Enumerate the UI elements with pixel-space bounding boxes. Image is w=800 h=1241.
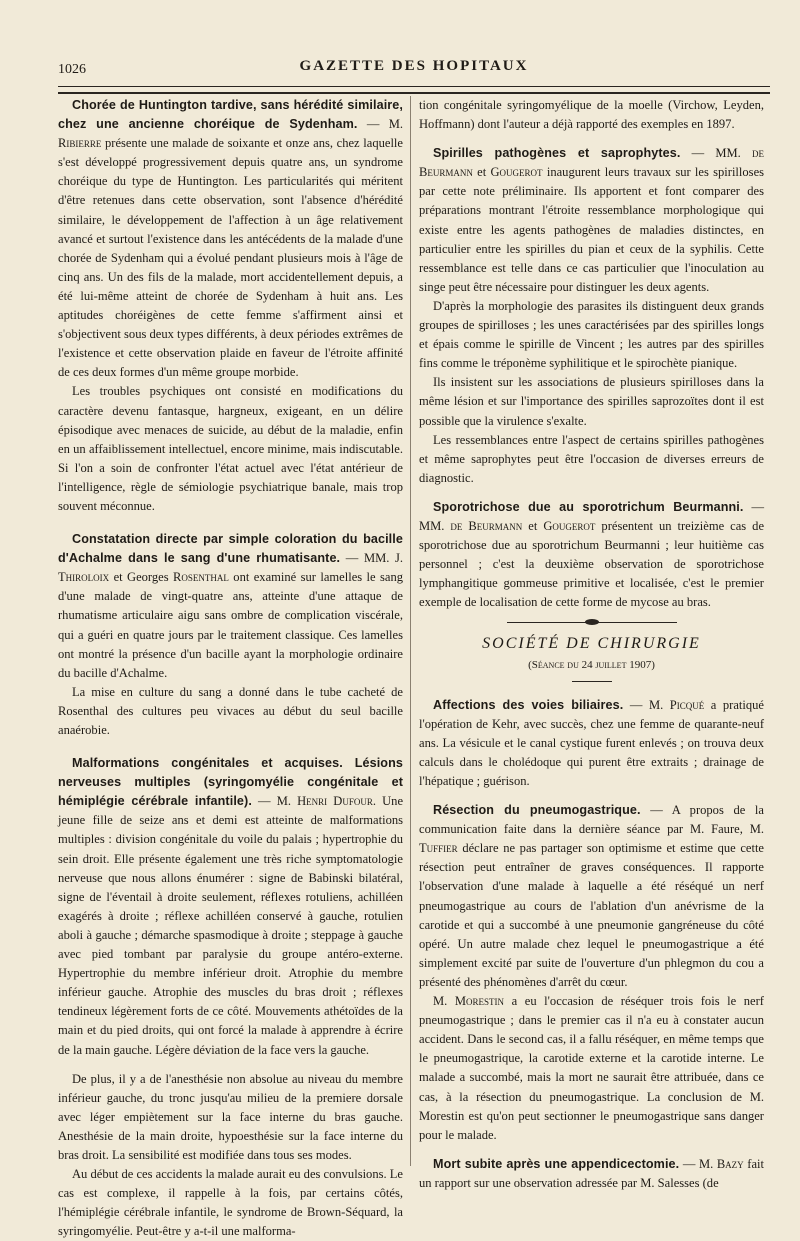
paragraph: D'après la morphologie des parasites ils distinguent deux grands groupes de spirilloses ; les unes caractérisées par des spirilles longs et épais comme le spirille de Vincent ; les autres par des spirilles fins comme le tréponème syphilitique et le spirochète pianique. — [419, 298, 764, 371]
article-title: Résection du pneumogastrique. — [433, 803, 641, 818]
article-body: Une jeune fille de seize ans et demi est atteinte de malformations multiples : division congénitale du voile du palais ; hypertrophie du sein droit. Elle présente également une très riche symptomatologie nerveuse que nous allons énumérer : signe de Babinski bilatéral, signe de l'éventail à droite seulement, réflexes rotuliens, achilléen exagérés à droite ; réflexe achilléen conservé à gauche, rotulien aboli à gauche ; démarche spasmodique à droite ; steppage à gauche avec pied tombant par paralysie du groupe antéro-externe. Hypertrophie du membre inférieur droit. Atrophie du membre inférieur gauche. Atrophie des muscles du bras droit ; réflexes tendineux légèrement forts de ce côté. Mouvements athétoïdes de la main et du pied droits, qui ont forcé la malade à apprendre à écrire de la main gauche. Légère déviation de la face vers la gauche. — [58, 794, 404, 1057]
journal-title: GAZETTE DES HOPITAUX — [299, 58, 529, 74]
article-author: M. Picqué — [648, 697, 705, 712]
article-body: a pratiqué l'opération de Kehr, avec succès, chez une femme de quarante-neuf ans. La vésicule et le canal cystique furent enlevés ; on trouva deux calculs dans le cholédoque qui purent être extraits ; drainage de l'hépatique ; guérison. — [419, 697, 764, 788]
article-body: inaugurent leurs travaux sur les spirilloses par cette note préliminaire. Ils apportent et font comparer des préparations montrant l'étroite ressemblance morphologique qui existe entre les agents pathogènes de maladies distinctes, en particulier entre les spirilles du pian et ceux de la syphilis. Cette ressemblance est telle dans ce cas particulier que l'inoculation au singe peut être nécessaire pour distinguer les deux agents. — [419, 165, 765, 294]
header-rule — [58, 86, 770, 94]
continuation-paragraph: tion congénitale syringomyélique de la moelle (Virchow, Leyden, Hoffmann) dont l'auteur a déjà rapporté des exemples en 1897. — [419, 98, 764, 132]
section-rule — [572, 681, 612, 682]
article-body: présente une malade de soixante et onze ans, chez laquelle s'est développé progressivement depuis quatre ans, un syndrome choréique du type de Huntington. Les particularités qui méritent d'être retenues dans cette observation, sont l'absence d'hérédité similaire, le développement de l'affection à un âge relativement avancé et surtout l'existence dans les antécédents de la malade d'une chorée de Sydenham qui a évolué pendant plusieurs mois à l'âge de cinq ans. Un des fils de la malade, mort accidentellement depuis, a été lui-même atteint de chorée de Sydenham à huit ans. Les aptitudes choréigènes de cette femme s'affirment ainsi et s'objectivent sous deux types différents, à deux périodes extrêmes de l'existence et cette observation plaide en faveur de l'étroite affinité de ces deux formes d'un même groupe morbide. — [58, 136, 403, 380]
article-mort-subite: Mort subite après une appendicectomie. — M. Bazy fait un rapport sur une observation adressée par M. Salesses (de — [419, 1156, 764, 1190]
article-body: fait un rapport sur une observation adressée par M. Salesses (de — [419, 1156, 764, 1190]
article-author: MM. de Beurmann — [419, 518, 523, 533]
article-huntington: Chorée de Huntington tardive, sans hérédité similaire, chez une ancienne choréique de Sydenham. — M. Ribierre présente une malade de soixante et onze ans, chez laquelle s'est développé progressivement depuis quatre ans, un syndrome choréique du type de Huntington. Les particularités qui méritent d'être retenues dans cette observation, sont l'absence d'hérédité similaire, le développement de l'affection à un âge relativement avancé et surtout l'existence dans les antécédents de la malade d'une chorée de Sydenham qui a évolué pendant plusieurs mois à l'âge de cinq ans. Un des fils de la malade, mort accidentellement depuis, a été lui-même atteint de chorée de Sydenham à huit ans. Les aptitudes choréigènes de cette femme s'affirment ainsi et s'objectivent sous deux types différents, à deux périodes extrêmes de l'existence et cette observation plaide en faveur de l'étroite affinité de ces deux formes d'un même groupe morbide. — [58, 98, 403, 380]
section-date: (Séance du 24 juillet 1907) — [528, 658, 655, 671]
paragraph: La mise en culture du sang a donné dans le tube cacheté de Rosenthal des cultures peu vivaces au début du seul bacille anaérobie. — [58, 684, 403, 737]
paragraph: Les ressemblances entre l'aspect de certains spirilles pathogènes et même saprophytes peut être l'occasion de diverses erreurs de diagnostic. — [419, 432, 764, 485]
article-title: Mort subite après une appendicectomie. — [433, 1156, 680, 1171]
article-body: ont examiné sur lamelles le sang d'une malade de vingt-quatre ans, atteinte d'une attaque de rhumatisme articulaire aigu sans ombre de complication viscérale, qui a guéri en quatre jours par le traitement classique. Ces lamelles ont montré la présence d'un bacille ayant la morphologie ordinaire du bacille d'Achalme. — [58, 570, 404, 680]
article-author: M. Ribierre — [58, 117, 403, 151]
article-title: Constatation directe par simple coloration du bacille d'Achalme dans le sang d'une rhumatisante. — [58, 532, 403, 566]
page-header — [58, 58, 770, 82]
article-malformations: Malformations congénitales et acquises. Lésions nerveuses multiples (syringomyélie congénitale et hémiplégie cérébrale infantile). — M. Henri Dufour. Une jeune fille de seize ans et demi est atteinte de malformations multiples : division congénitale du voile du palais ; hypertrophie du sein droit. Elle présente également une très riche symptomatologie nerveuse que nous allons énumérer : signe de Babinski bilatéral, signe de l'éventail à droite seulement, réflexes rotuliens, achilléen exagérés à droite ; réflexe achilléen conservé à gauche, rotulien aboli à gauche ; démarche spasmodique à droite ; steppage à gauche avec pied tombant par paralysie du groupe antéro-externe. Hypertrophie du membre inférieur droit. Atrophie du membre inférieur gauche. Atrophie des muscles du bras droit ; réflexes tendineux légèrement forts de ce côté. Mouvements athétoïdes de la main et du pied droits, qui ont forcé la malade à apprendre à écrire de la main gauche. Légère déviation de la face vers la gauche. — [58, 756, 404, 1057]
article-title: Sporotrichose due au sporotrichum Beurmanni. — [433, 499, 744, 514]
paragraph: De plus, il y a de l'anesthésie non absolue au niveau du membre inférieur gauche, du tronc jusqu'au milieu de la premiere dorsale avec léger empiètement sur la face interne du bras gauche. Anesthésie de la main droite, hypoesthésie sur la face interne du bras droit. La sensibilité est modifiée dans tous ses modes. — [58, 1071, 403, 1162]
article-body: présentent un treizième cas de sporotrichose due au sporotrichum Beurmanni ; leur huitième cas personnel ; c'est la deuxième observation de sporotrichose lymphangitique gommeuse primitive et localisée, c'est le premier exemple de localisation de cette forme de mycose au bras. — [419, 518, 765, 610]
article-author: MM. J. Thiroloix — [58, 551, 404, 585]
article-voies-biliaires: Affections des voies biliaires. — M. Picqué a pratiqué l'opération de Kehr, avec succès, chez une femme de quarante-neuf ans. La vésicule et le canal cystique furent enlevés ; on trouva deux calculs dans le cholédoque qui purent être extraits ; drainage de l'hépatique ; guérison. — [419, 697, 764, 788]
paragraph: Ils insistent sur les associations de plusieurs spirilloses dans la même lésion et sur l'importance des spirilles saprozoïtes dont il est possible que la virulence s'exalte. — [419, 375, 764, 428]
article-author: M. Bazy — [698, 1156, 744, 1171]
article-title: Affections des voies biliaires. — [433, 697, 624, 712]
ornament-dot — [585, 619, 599, 625]
article-title: Spirilles pathogènes et saprophytes. — [433, 146, 681, 161]
article-body: A propos de la communication faite dans la dernière séance par M. Faure, — [419, 803, 764, 837]
article-author: MM. de Beurmann — [419, 146, 764, 180]
column-divider — [410, 96, 411, 1166]
right-column — [419, 96, 764, 1193]
article-author-conj: et Georges — [113, 570, 169, 585]
article-author-conj: et — [528, 518, 538, 533]
paragraph: Au début de ces accidents la malade aurait eu des convulsions. Le cas est complexe, il rappelle à la fois, par certains côtés, l'hémiplégie cérébrale infantile, le syndrome de Brown-Séquard, la syringomyélie. Peut-être y a-t-il une malforma- — [58, 1167, 403, 1239]
paragraph — [419, 992, 764, 1145]
paragraph: Les troubles psychiques ont consisté en modifications du caractère devenu fantasque, hargneux, exigeant, en un délire épisodique avec menaces de suicide, au début de la maladie, enfin en un affaiblissement intellectuel, encore minime, mais indiscutable. Si l'on a soin de confronter l'état actuel avec l'état antérieur de l'intelligence, règle de sémiologie psychiatrique banale, mais trop souvent méconnue. — [58, 384, 403, 513]
article-title: Malformations congénitales et acquises. Lésions nerveuses multiples (syringomyélie congénitale et hémiplégie cérébrale infantile). — [58, 756, 403, 809]
section-ornament — [507, 618, 677, 628]
section-title: SOCIÉTÉ DE CHIRURGIE — [482, 635, 701, 653]
article-spirilles: Spirilles pathogènes et saprophytes. — MM. de Beurmann et Gougerot inaugurent leurs travaux sur les spirilloses par cette note préliminaire. Ils apportent et font comparer des préparations montrant l'étroite ressemblance morphologique qui existe entre les agents pathogènes de maladies distinctes, en particulier entre les spirilles du pian et ceux de la syphilis. Cette ressemblance est telle dans ce cas particulier que l'inoculation au singe peut être nécessaire pour distinguer les deux agents. — [419, 146, 765, 294]
page-number: 1026 — [58, 62, 86, 77]
article-title: Chorée de Huntington tardive, sans hérédité similaire, chez une ancienne choréique de Sydenham. — [58, 98, 403, 132]
article-author-conj: et — [477, 165, 487, 180]
article-author: M. Morestin — [433, 994, 505, 1009]
article-pneumogastrique: Résection du pneumogastrique. — A propos de la communication faite dans la dernière séance par M. Faure, M. Tuffier déclare ne pas partager son optimisme et estime que cette résection peut entraîner de graves conséquences. Il rapporte l'observation d'une malade à laquelle a été réséqué un nerf pneumogastrique au cours de l'ablation d'un anévrisme de la carotide et qui a succombé à une pneumonie gangréneuse du côté opéré. Un autre malade chez lequel le pneumogastrique a été simplement excité par suite de l'ouverture d'un phlegmon du cou a présenté des phénomènes d'arrêt du cœur. — [419, 803, 765, 989]
article-body: déclare ne pas partager son optimisme et estime que cette résection peut entraîner de graves conséquences. Il rapporte l'observation d'une malade à laquelle a été réséqué un nerf pneumogastrique au cours de l'ablation d'un anévrisme de la carotide et qui a succombé à une pneumonie gangréneuse du côté opéré. Un autre malade chez lequel le pneumogastrique a été simplement excité par suite de l'ouverture d'un phlegmon du cou a présenté des phénomènes d'arrêt du cœur. — [419, 841, 764, 989]
paragraph-body: a eu l'occasion de réséquer trois fois le nerf pneumogastrique ; dans le premier cas il n'a eu à constater aucun accident. Dans le second cas, il a fallu réséquer, en même temps que le pneumogastrique, la carotide externe et la carotide interne. Le malade a succombé, mais la mort ne saurait être attribuée, dans ce cas, à la résection du pneumogastrique. La conclusion de M. Morestin est qu'on peut sectionner le pneumogastrique sans danger pour le malade. — [419, 994, 764, 1142]
article-sporotrichose: Sporotrichose due au sporotrichum Beurmanni. — MM. de Beurmann et Gougerot présentent un treizième cas de sporotrichose due au sporotrichum Beurmanni ; leur huitième cas personnel ; c'est la deuxième observation de sporotrichose lymphangitique gommeuse primitive et localisée, c'est le premier exemple de localisation de cette forme de mycose au bras. — [419, 499, 765, 610]
article-author: Rosenthal — [173, 570, 229, 585]
article-author: Gougerot — [543, 518, 596, 533]
article-author: M. Tuffier — [419, 822, 765, 856]
left-column — [58, 96, 403, 1241]
article-author: M. Henri Dufour. — [276, 794, 376, 809]
article-achalme: Constatation directe par simple coloration du bacille d'Achalme dans le sang d'une rhumatisante. — MM. J. Thiroloix et Georges Rosenthal ont examiné sur lamelles le sang d'une malade de vingt-quatre ans, atteinte d'une attaque de rhumatisme articulaire aigu sans ombre de complication viscérale, qui a guéri en quatre jours par le traitement classique. Ces lamelles ont montré la présence d'un bacille ayant la morphologie ordinaire du bacille d'Achalme. — [58, 532, 404, 680]
article-author: Gougerot — [490, 165, 543, 180]
